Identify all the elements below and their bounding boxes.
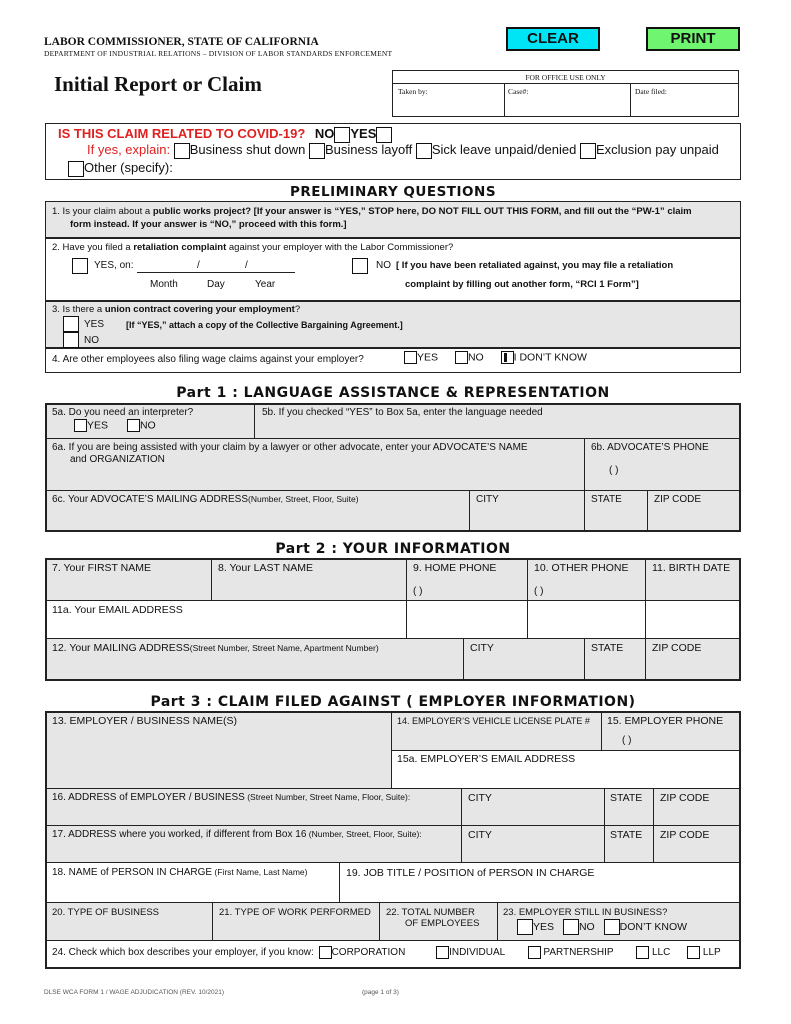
q6b-label: 6b. ADVOCATE’S PHONE: [591, 442, 709, 453]
employer-zip-label: ZIP CODE: [660, 792, 710, 804]
preliminary-heading: PRELIMINARY QUESTIONS: [289, 184, 497, 200]
covid-option-shutdown: Business shut down: [189, 142, 306, 157]
clear-button-label: CLEAR: [527, 30, 579, 47]
part3-heading: Part 3 : CLAIM FILED AGAINST ( EMPLOYER INFORMATION): [150, 694, 636, 710]
last-name-label: 8. Your LAST NAME: [218, 562, 313, 574]
q4-yes-label: YES: [417, 351, 439, 364]
license-plate-label: 14. EMPLOYER’S VEHICLE LICENSE PLATE #: [397, 716, 590, 726]
q2-no-label: NO: [376, 260, 391, 271]
covid-question: IS THIS CLAIM RELATED TO COVID-19?: [58, 126, 306, 141]
entity-type-question: 24. Check which box describes your employer, if you know:: [52, 947, 314, 959]
entity-type-row: [52, 946, 721, 959]
mailing-city-label: CITY: [470, 642, 494, 654]
q6a-line2: and ORGANIZATION: [70, 454, 165, 465]
mailing-zip-label: ZIP CODE: [652, 642, 702, 654]
employer-phone-paren: ( ): [622, 735, 632, 746]
work-city-label: CITY: [468, 829, 492, 841]
q2-date-slash-1: /: [197, 260, 200, 271]
part2-heading: Part 2 : YOUR INFORMATION: [275, 541, 511, 557]
covid-layoff-checkbox[interactable]: [309, 143, 325, 159]
q2-month-label: Month: [150, 279, 178, 290]
print-button-label: PRINT: [670, 30, 716, 47]
covid-other-label: Other (specify):: [84, 160, 173, 175]
q5a-no-checkbox[interactable]: [127, 419, 140, 432]
individual-label: INDIVIDUAL: [449, 947, 505, 959]
q2-no-checkbox[interactable]: [352, 258, 368, 274]
person-in-charge-label: 18. NAME of PERSON IN CHARGE (First Name, Last Name): [52, 867, 308, 878]
q3-yes-label: YES: [84, 319, 105, 330]
clear-button[interactable]: [506, 27, 600, 51]
covid-yes-checkbox[interactable]: [376, 127, 392, 143]
q6c-label: 6c. Your ADVOCATE’S MAILING ADDRESS(Number, Street, Floor, Suite): [52, 494, 359, 505]
footer-page-number: (page 1 of 3): [362, 989, 399, 996]
agency-name: LABOR COMMISSIONER, STATE OF CALIFORNIA: [44, 36, 319, 48]
q5b-label: 5b. If you checked “YES” to Box 5a, enter the language needed: [262, 407, 543, 418]
print-button[interactable]: [646, 27, 740, 51]
still-in-business-label: 23. EMPLOYER STILL IN BUSINESS?: [503, 907, 668, 918]
covid-exclusion-pay-checkbox[interactable]: [580, 143, 596, 159]
covid-option-sick-leave: Sick leave unpaid/denied: [431, 142, 577, 157]
q2-date-slash-2: /: [245, 260, 248, 271]
q4-dont-know-label: I DON’T KNOW: [513, 351, 587, 364]
still-in-business-dk-checkbox[interactable]: [604, 919, 620, 935]
q2-note-line1: [ If you have been retaliated against, you may file a retaliation: [396, 260, 674, 271]
q3-question: 3. Is there a union contract covering your employment?: [52, 304, 301, 315]
employer-phone-label: 15. EMPLOYER PHONE: [607, 715, 724, 727]
q3-note: [If “YES,” attach a copy of the Collective Bargaining Agreement.]: [126, 320, 403, 330]
covid-no-checkbox[interactable]: [334, 127, 350, 143]
covid-sick-leave-checkbox[interactable]: [416, 143, 432, 159]
partnership-checkbox[interactable]: [528, 946, 541, 959]
covid-option-exclusion-pay: Exclusion pay unpaid: [596, 142, 719, 157]
other-phone-label: 10. OTHER PHONE: [534, 562, 629, 574]
still-in-business-no-label: NO: [578, 920, 595, 933]
q2-yes-label: YES, on:: [94, 260, 134, 271]
q4-no-checkbox[interactable]: [455, 351, 468, 364]
office-use-title: FOR OFFICE USE ONLY: [525, 73, 606, 82]
covid-other-checkbox[interactable]: [68, 161, 84, 177]
employer-city-label: CITY: [468, 792, 492, 804]
q2-note-line2: complaint by filling out another form, “RCI 1 Form”]: [405, 279, 639, 290]
employer-address-label: 16. ADDRESS of EMPLOYER / BUSINESS (Street Number, Street Name, Floor, Suite):: [52, 792, 411, 803]
corporation-label: CORPORATION: [331, 947, 406, 959]
q4-question: 4. Are other employees also filing wage claims against your employer?: [52, 354, 364, 365]
q4-dont-know-checkbox[interactable]: [501, 351, 514, 364]
q2-question: 2. Have you filed a retaliation complaint against your employer with the Labor Commissioner?: [52, 242, 454, 253]
person-job-title-label: 19. JOB TITLE / POSITION of PERSON IN CHARGE: [346, 867, 595, 879]
still-in-business-yes-label: YES: [533, 920, 555, 933]
birth-date-label: 11. BIRTH DATE: [652, 562, 731, 574]
q4-yes-checkbox[interactable]: [404, 351, 417, 364]
q5a-options: [74, 419, 156, 432]
q6a-line1: 6a. If you are being assisted with your claim by a lawyer or other advocate, enter your ADVOCATE’S NAME: [52, 442, 528, 453]
total-employees-line2: OF EMPLOYEES: [405, 918, 480, 929]
mailing-address-label: 12. Your MAILING ADDRESS(Street Number, Street Name, Apartment Number): [52, 642, 379, 654]
form-title: Initial Report or Claim: [54, 72, 262, 96]
case-number-label: Case#:: [508, 87, 529, 96]
q3-no-label: NO: [84, 335, 99, 346]
q4-no-label: NO: [467, 351, 484, 364]
still-in-business-dk-label: DON’T KNOW: [619, 920, 688, 933]
date-filed-label: Date filed:: [635, 87, 667, 96]
employer-name-label: 13. EMPLOYER / BUSINESS NAME(S): [52, 715, 237, 727]
q6b-phone-paren: ( ): [609, 465, 619, 476]
work-address-label: 17. ADDRESS where you worked, if different from Box 16 (Number, Street, Floor, Suite):: [52, 829, 422, 840]
llp-checkbox[interactable]: [687, 946, 700, 959]
q3-yes-checkbox[interactable]: [63, 316, 79, 332]
employer-email-label: 15a. EMPLOYER’S EMAIL ADDRESS: [397, 753, 576, 765]
q6c-state-label: STATE: [591, 494, 622, 505]
taken-by-label: Taken by:: [398, 87, 428, 96]
llc-label: LLC: [652, 947, 671, 959]
q5a-no-label: NO: [139, 419, 156, 432]
covid-shutdown-checkbox[interactable]: [174, 143, 190, 159]
q3-no-checkbox[interactable]: [63, 332, 79, 348]
q2-day-label: Day: [207, 279, 225, 290]
q6c-zip-label: ZIP CODE: [654, 494, 702, 505]
covid-yes-label: YES: [350, 126, 377, 141]
q5a-yes-label: YES: [87, 419, 109, 432]
footer-form-id: DLSE WCA FORM 1 / WAGE ADJUDICATION (REV. 10/2021): [44, 989, 224, 996]
q1-line2: form instead. If your answer is “NO,” proceed with this form.]: [70, 219, 347, 230]
q6c-city-label: CITY: [476, 494, 499, 505]
covid-question-row: [58, 126, 392, 143]
q1-line1: 1. Is your claim about a public works project? [If your answer is “YES,” STOP here, DO NOT FILL OUT THIS FORM, and fill out the “PW-1” claim: [52, 206, 692, 217]
business-type-label: 20. TYPE OF BUSINESS: [52, 907, 160, 918]
email-label: 11a. Your EMAIL ADDRESS: [52, 604, 183, 616]
covid-option-layoff: Business layoff: [324, 142, 413, 157]
part1-heading: Part 1 : LANGUAGE ASSISTANCE & REPRESENTATION: [176, 385, 610, 401]
q2-year-label: Year: [255, 279, 276, 290]
still-in-business-options: [517, 919, 687, 935]
covid-explain-row: [87, 142, 719, 159]
employer-state-label: STATE: [610, 792, 643, 804]
covid-no-label: NO: [314, 126, 335, 141]
q4-options: [404, 351, 587, 364]
llc-checkbox[interactable]: [636, 946, 649, 959]
q2-yes-checkbox[interactable]: [72, 258, 88, 274]
home-phone-label: 9. HOME PHONE: [413, 562, 497, 574]
q5a-label: 5a. Do you need an interpreter?: [52, 407, 194, 418]
q5a-yes-checkbox[interactable]: [74, 419, 87, 432]
covid-explain-label: If yes, explain:: [87, 142, 171, 157]
mailing-state-label: STATE: [591, 642, 624, 654]
llp-label: LLP: [702, 947, 721, 959]
covid-other-row: [68, 160, 173, 177]
other-phone-paren: ( ): [534, 586, 544, 597]
department-name: DEPARTMENT OF INDUSTRIAL RELATIONS – DIVISION OF LABOR STANDARDS ENFORCEMENT: [44, 49, 393, 58]
individual-checkbox[interactable]: [436, 946, 449, 959]
first-name-label: 7. Your FIRST NAME: [52, 562, 152, 574]
total-employees-line1: 22. TOTAL NUMBER: [386, 907, 475, 918]
home-phone-paren: ( ): [413, 586, 423, 597]
still-in-business-yes-checkbox[interactable]: [517, 919, 533, 935]
work-zip-label: ZIP CODE: [660, 829, 710, 841]
still-in-business-no-checkbox[interactable]: [563, 919, 579, 935]
partnership-label: PARTNERSHIP: [543, 947, 614, 959]
work-state-label: STATE: [610, 829, 643, 841]
work-type-label: 21. TYPE OF WORK PERFORMED: [219, 907, 371, 918]
corporation-checkbox[interactable]: [319, 946, 332, 959]
